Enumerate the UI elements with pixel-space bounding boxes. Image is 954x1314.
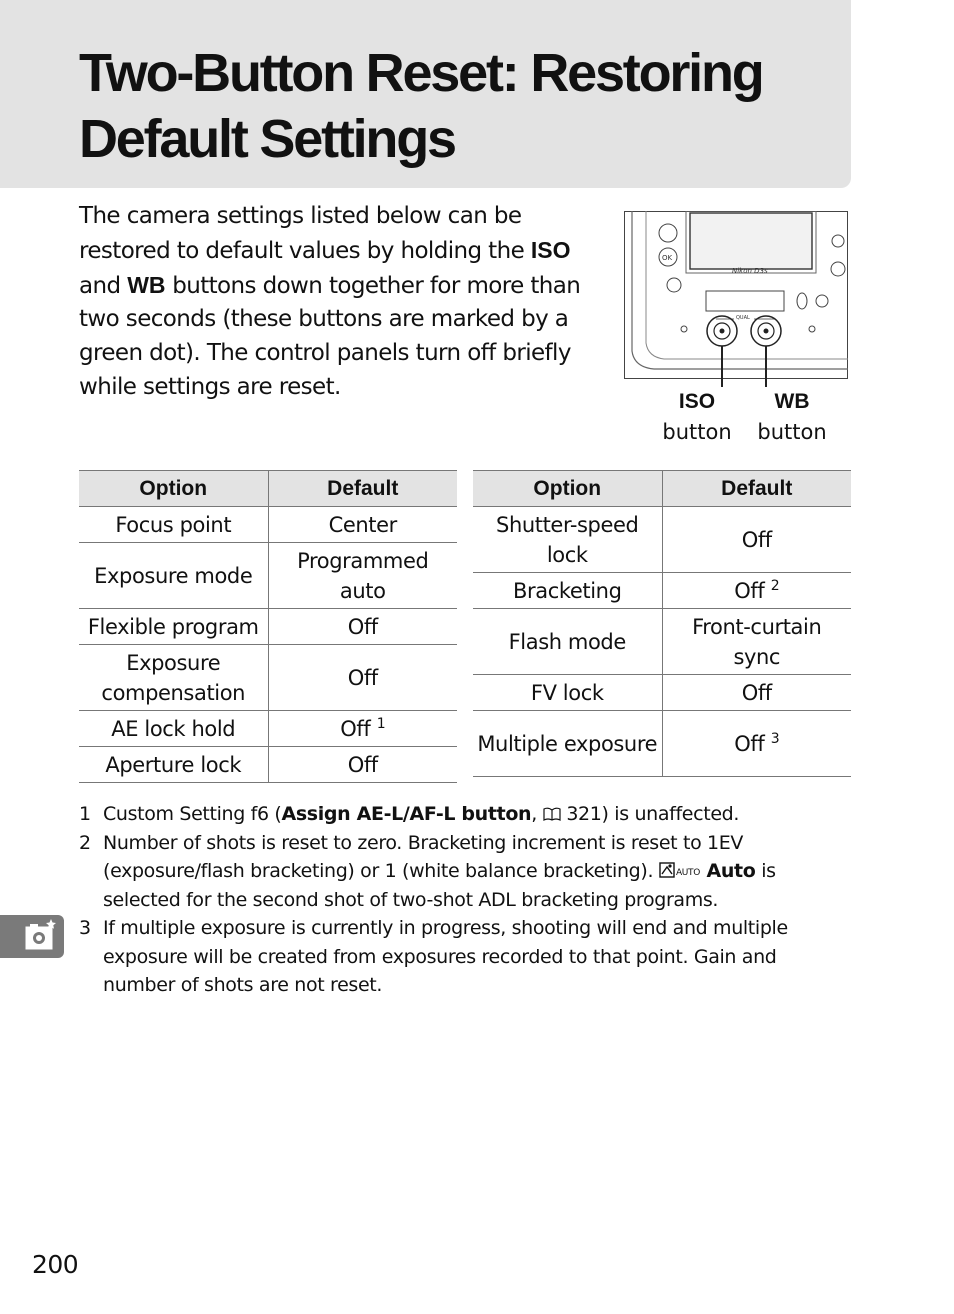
page-title: [79, 40, 839, 172]
table-row: [79, 543, 457, 609]
qual-label: QUAL: [736, 315, 750, 321]
column-header-option: Option: [79, 471, 268, 507]
footnote-marker: 2: [770, 577, 780, 594]
option-cell: Flexible program: [79, 609, 268, 645]
default-cell: [662, 573, 851, 609]
column-header-default: Default: [268, 471, 457, 507]
option-cell: Exposure mode: [79, 543, 268, 609]
table-row: [79, 507, 457, 543]
default-cell: [268, 711, 457, 747]
footnote-text: Custom Setting f6 (Assign AE-L/AF-L button, 321) is unaffected.: [103, 803, 740, 825]
shooting-menu-camera-icon: [0, 915, 64, 958]
option-cell: Bracketing: [473, 573, 662, 609]
camera-back-drawing: [624, 211, 848, 379]
default-cell: Programmed auto: [268, 543, 457, 609]
footnote-number: 2: [79, 831, 91, 854]
option-cell: Aperture lock: [79, 747, 268, 783]
defaults-table-right: [473, 470, 851, 777]
table-row: [79, 747, 457, 783]
wb-caption-word: button: [757, 420, 827, 444]
table-row: [473, 507, 851, 573]
option-cell: Exposure compensation: [79, 645, 268, 711]
footnote-1: [79, 800, 854, 829]
auto-setting-label: Auto: [706, 860, 756, 882]
table-row: [473, 675, 851, 711]
table-header-row: [473, 471, 851, 507]
default-cell: Off: [662, 675, 851, 711]
table-row: [473, 711, 851, 777]
footnote-3: [79, 914, 854, 1000]
intro-paragraph: [79, 200, 609, 405]
default-cell: [662, 711, 851, 777]
camera-brand-label: Nikon D3s: [732, 267, 768, 275]
table-header-row: [79, 471, 457, 507]
iso-button-label: ISO: [530, 236, 571, 263]
title-line-2: Default Settings: [79, 109, 455, 169]
default-cell: Off: [268, 609, 457, 645]
footnote-marker: 1: [376, 715, 386, 732]
wb-button-caption: [742, 386, 842, 448]
default-value: Off: [734, 578, 765, 603]
default-cell: Center: [268, 507, 457, 543]
iso-caption-label: ISO: [678, 390, 716, 413]
svg-text:AUTO: AUTO: [675, 868, 700, 878]
table-row: [473, 573, 851, 609]
option-cell: Shutter-speed lock: [473, 507, 662, 573]
wb-caption-label: WB: [774, 390, 810, 413]
table-row: [79, 609, 457, 645]
default-cell: Off: [662, 507, 851, 573]
footnote-text: If multiple exposure is currently in progress, shooting will end and multiple exposure will be created from exposures recorded to that point. Gain and number of shots are not reset.: [103, 917, 788, 996]
column-header-default: Default: [662, 471, 851, 507]
ok-button-label: OK: [662, 254, 673, 262]
book-icon: [543, 807, 561, 821]
column-header-option: Option: [473, 471, 662, 507]
defaults-table-left: [79, 470, 457, 783]
footnotes: [79, 800, 854, 1000]
default-cell: Off: [268, 645, 457, 711]
option-cell: AE lock hold: [79, 711, 268, 747]
shooting-menu-tab: [0, 915, 64, 958]
option-cell: FV lock: [473, 675, 662, 711]
iso-button-caption: [647, 386, 747, 448]
table-row: [79, 711, 457, 747]
option-cell: Focus point: [79, 507, 268, 543]
table-row: [473, 609, 851, 675]
active-d-lighting-auto-icon: [659, 861, 701, 879]
footnote-2: [79, 829, 854, 915]
intro-text-2: and: [79, 272, 128, 299]
footnote-number: 3: [79, 917, 91, 939]
title-line-1: Two-Button Reset: Restoring: [79, 43, 763, 103]
default-value: Off: [734, 731, 765, 756]
iso-caption-word: button: [662, 420, 732, 444]
default-cell: Front-curtain sync: [662, 609, 851, 675]
footnote-text: Number of shots is reset to zero. Bracketing increment is reset to 1EV (exposure/flash bracketing) or 1 (white balance bracketing). AUTO Auto is selected for the second shot of two-shot ADL bracketing programs.: [103, 831, 776, 911]
page-number: 200: [32, 1250, 79, 1279]
intro-text-1: The camera settings listed below can be restored to default values by holding the: [79, 203, 531, 264]
camera-back-illustration: [624, 211, 848, 379]
table-row: [79, 645, 457, 711]
wb-button-label: WB: [127, 271, 166, 298]
default-value: Off: [340, 716, 371, 741]
intro-text-3: buttons down together for more than two seconds (these buttons are marked by a green dot). The control panels turn off briefly while settings are reset.: [79, 272, 581, 400]
option-cell: Flash mode: [473, 609, 662, 675]
footnote-marker: 3: [770, 730, 780, 747]
default-cell: Off: [268, 747, 457, 783]
option-cell: Multiple exposure: [473, 711, 662, 777]
footnote-number: 1: [79, 803, 91, 825]
setting-name: Assign AE-L/AF-L button: [281, 803, 532, 825]
